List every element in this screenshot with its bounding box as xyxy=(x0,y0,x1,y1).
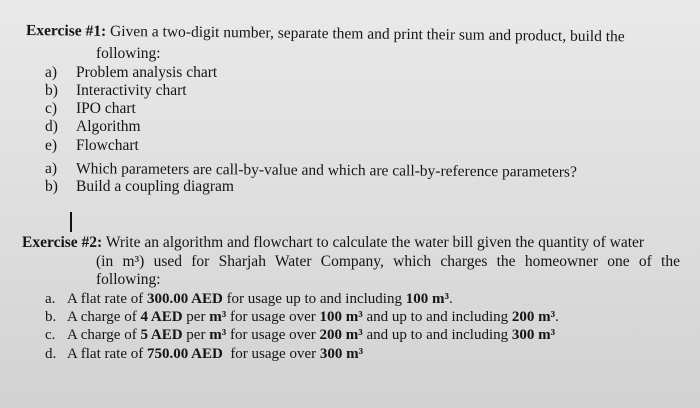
item-volume: 200 m³ xyxy=(319,327,363,343)
item-text: and up to and including xyxy=(362,327,512,343)
exercise-2-line-2 xyxy=(96,253,680,271)
exercise-1-label: Exercise #1: xyxy=(25,22,107,40)
item-letter: a. xyxy=(45,291,56,307)
item-letter: b. xyxy=(45,309,57,325)
exercise-1-item-d xyxy=(45,118,141,136)
item-text: . xyxy=(555,309,559,325)
exercise-1-item-c xyxy=(45,100,136,118)
exercise-2-item-d xyxy=(45,345,363,363)
item-unit: m³ xyxy=(209,309,227,325)
item-text: A flat rate of xyxy=(67,346,147,362)
item-text: A flat rate of xyxy=(67,291,147,307)
item-text: for usage over xyxy=(226,327,320,343)
item-text: per xyxy=(182,309,210,325)
exercise-2-line-2-text: (in m³) used for Sharjah Water Company, which charges the homeowner one of the xyxy=(96,253,680,270)
exercise-2-label: Exercise #2: xyxy=(22,234,103,251)
exercise-1-item-a xyxy=(45,64,217,82)
item-amount: 750.00 AED xyxy=(146,346,223,362)
exercise-1-heading xyxy=(26,22,625,46)
item-letter: d) xyxy=(45,118,58,135)
item-amount: 4 AED xyxy=(140,309,183,325)
exercise-2-item-a xyxy=(45,290,453,308)
item-text: A charge of xyxy=(67,309,141,325)
exercise-2-line-3: following: xyxy=(96,271,161,288)
item-text: Flowchart xyxy=(76,137,139,154)
exercise-1-item-b2 xyxy=(45,178,234,196)
item-letter: b) xyxy=(45,178,58,195)
item-letter: d. xyxy=(45,346,57,362)
item-volume: 200 m³ xyxy=(511,309,556,325)
item-letter: b) xyxy=(45,82,58,99)
item-text: Algorithm xyxy=(76,118,141,135)
exercise-2-item-c xyxy=(45,326,555,344)
item-volume: 100 m³ xyxy=(319,309,363,325)
item-text: per xyxy=(182,327,210,343)
item-letter: a) xyxy=(45,64,58,81)
item-text: Problem analysis chart xyxy=(76,64,218,81)
item-text: for usage over xyxy=(226,309,320,325)
exercise-2-item-b xyxy=(45,308,559,326)
item-volume: 100 m³ xyxy=(405,291,449,307)
item-text: Which parameters are call-by-value and which are call-by-reference parameters? xyxy=(75,160,577,181)
item-volume: 300 m³ xyxy=(319,346,364,362)
item-amount: 300.00 AED xyxy=(146,291,223,307)
item-text: Interactivity chart xyxy=(76,82,187,99)
exercise-2-heading xyxy=(22,234,644,252)
exercise-1-item-b xyxy=(45,82,187,100)
text-cursor-glyph xyxy=(66,210,72,228)
exercise-1-continuation: following: xyxy=(96,45,161,62)
item-text: . xyxy=(448,291,453,307)
item-text: A charge of xyxy=(67,327,141,343)
item-text: Build a coupling diagram xyxy=(76,178,234,195)
item-letter: c) xyxy=(45,100,58,117)
item-letter: a) xyxy=(44,160,58,178)
item-unit: m³ xyxy=(209,327,227,343)
exercise-1-item-e xyxy=(45,137,139,155)
item-text: for usage up to and including xyxy=(222,291,406,307)
item-text: IPO chart xyxy=(76,100,136,117)
exercise-1-text: Given a two-digit number, separate them and print their sum and product, build the xyxy=(109,22,625,46)
exercise-2-text: Write an algorithm and flowchart to calculate the water bill given the quantity of water xyxy=(105,234,645,251)
item-text: and up to and including xyxy=(362,309,512,325)
item-letter: e) xyxy=(45,137,58,154)
item-text: for usage over xyxy=(222,346,320,362)
item-volume: 300 m³ xyxy=(511,327,556,343)
item-letter: c. xyxy=(45,327,56,343)
item-amount: 5 AED xyxy=(140,327,183,343)
